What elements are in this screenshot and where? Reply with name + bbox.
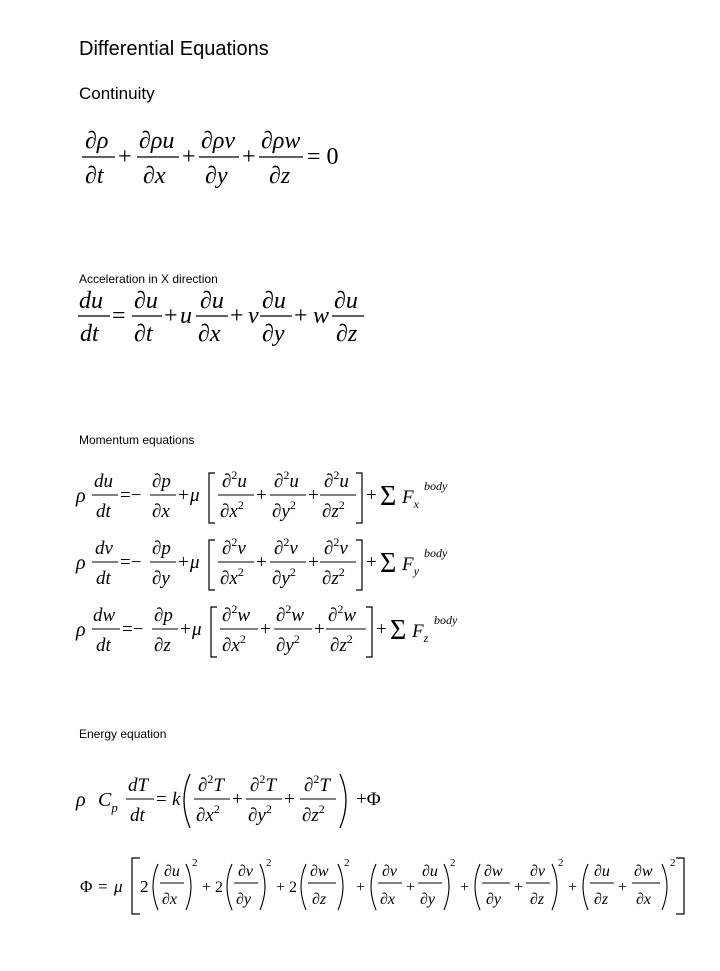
svg-text:∂2w: ∂$^2$w (328, 602, 357, 626)
svg-text:2: 2 (344, 857, 350, 869)
svg-text:∂w: ∂w (484, 863, 503, 880)
svg-text:2: 2 (558, 857, 564, 869)
dissipation-equation (78, 854, 718, 918)
svg-text:∂y: ∂y (486, 891, 502, 908)
svg-text:dt: dt (96, 568, 111, 589)
svg-text:+Φ: +Φ (356, 789, 381, 810)
svg-text:+: + (308, 552, 319, 573)
svg-text:+: + (256, 552, 267, 573)
svg-text:+: + (230, 303, 244, 329)
svg-text:∂x: ∂x (162, 891, 178, 908)
svg-text:+: + (356, 879, 366, 896)
svg-text:∂y: ∂y (152, 568, 170, 589)
svg-text:Cp: $C_p$ (98, 789, 118, 815)
svg-text:∂v: ∂v (382, 863, 398, 880)
svg-text:∂z2: $\partial z^2$ (302, 802, 325, 826)
svg-text:∂u: ∂u (200, 288, 224, 314)
svg-text:∂x: ∂x (198, 321, 221, 347)
svg-text:μ: μ (192, 619, 202, 640)
svg-text:∂2T: ∂$^2$T (198, 772, 224, 796)
svg-text:∂x: ∂x (380, 891, 396, 908)
svg-text:=−: =− (122, 619, 144, 640)
svg-text:∂2v: ∂$^2$v (324, 535, 348, 559)
svg-text:∂z: ∂z (336, 321, 358, 347)
svg-text:=: = (156, 789, 167, 810)
svg-text:∂y2: $\partial y^2$ (276, 632, 300, 656)
svg-text:dt: dt (130, 805, 145, 826)
momentum-x-equation (74, 465, 474, 527)
svg-text:∂w: ∂w (310, 863, 329, 880)
svg-text:∂x: ∂x (636, 891, 652, 908)
svg-text:+: + (164, 303, 178, 329)
svg-text:=−: =− (120, 552, 142, 573)
svg-text:∂2T: ∂$^2$T (304, 772, 330, 796)
svg-text:∂x2: $\partial x^2$ (220, 498, 244, 522)
svg-text:∂ρ: ∂ρ (85, 128, 109, 154)
svg-text:∂t: ∂t (134, 321, 153, 347)
svg-text:du: du (94, 471, 113, 492)
svg-text:∂ρv: ∂ρv (201, 128, 236, 154)
svg-text:∂2u: ∂$^2$u (222, 468, 247, 492)
svg-text:∂y: ∂y (420, 891, 436, 908)
svg-text:+: + (618, 879, 628, 896)
svg-text:∂u: ∂u (164, 863, 180, 880)
svg-text:+: + (366, 485, 377, 506)
svg-text:∂z2: $\partial z^2$ (330, 632, 353, 656)
svg-text:Φ: Φ (80, 877, 93, 896)
svg-text:∂z: ∂z (312, 891, 327, 908)
svg-text:∂ρu: ∂ρu (139, 128, 175, 154)
svg-text:∂u: ∂u (422, 863, 438, 880)
svg-text:u: u (180, 303, 192, 329)
svg-text:∂2v: ∂$^2$v (274, 535, 298, 559)
svg-text:body: body (424, 546, 448, 560)
svg-text:∂x2: $\partial x^2$ (196, 802, 220, 826)
svg-text:dT: dT (128, 775, 149, 796)
svg-text:2: 2 (140, 877, 149, 896)
svg-text:∂x: ∂x (143, 163, 166, 189)
svg-text:∂2T: ∂$^2$T (250, 772, 276, 796)
svg-text:∂p: ∂p (154, 605, 173, 626)
svg-text:dt: dt (96, 501, 111, 522)
svg-text:∂ρw: ∂ρw (261, 128, 301, 154)
svg-text:+: + (366, 552, 377, 573)
svg-text:+: + (178, 552, 189, 573)
svg-text:+: + (406, 879, 416, 896)
svg-text:2: 2 (192, 857, 198, 869)
svg-text:+: + (514, 879, 524, 896)
svg-text:∂p: ∂p (152, 538, 171, 559)
continuity-equation (79, 120, 359, 190)
svg-text:∂x2: $\partial x^2$ (222, 632, 246, 656)
svg-text:2: 2 (450, 857, 456, 869)
svg-text:∂y: ∂y (236, 891, 252, 908)
svg-text:∂w: ∂w (634, 863, 653, 880)
svg-text:Fz: $F_z$ (412, 621, 429, 645)
svg-text:Σ: Σ (390, 615, 407, 646)
svg-text:+: + (118, 144, 132, 170)
svg-text:2: 2 (670, 857, 676, 869)
svg-text:μ: μ (190, 485, 200, 506)
svg-text:∂2v: ∂$^2$v (222, 535, 246, 559)
svg-text:+: + (284, 789, 295, 810)
svg-text:+: + (260, 619, 271, 640)
svg-text:∂y: ∂y (205, 163, 228, 189)
svg-text:+: + (242, 144, 256, 170)
svg-text:ρ: ρ (76, 789, 86, 811)
svg-text:+: + (314, 619, 325, 640)
energy-heading: Energy equation (79, 727, 167, 741)
svg-text:=−: =− (120, 485, 142, 506)
svg-text:v: v (248, 303, 259, 329)
svg-text:body: body (424, 479, 448, 493)
svg-text:∂v: ∂v (530, 863, 546, 880)
svg-text:∂y2: $\partial y^2$ (272, 565, 296, 589)
svg-text:+: + (180, 619, 191, 640)
svg-text:= 0: = 0 (307, 144, 339, 170)
svg-text:∂p: ∂p (152, 471, 171, 492)
svg-text:∂z: ∂z (154, 635, 171, 656)
svg-text:dt: dt (96, 635, 111, 656)
svg-text:du: du (79, 288, 103, 314)
svg-text:+: + (256, 485, 267, 506)
momentum-y-equation (74, 532, 474, 594)
svg-text:body: body (434, 613, 458, 627)
svg-text:+: + (376, 619, 387, 640)
svg-text:∂z: ∂z (530, 891, 545, 908)
svg-text:+ 2: + 2 (202, 879, 224, 896)
svg-text:∂z: ∂z (269, 163, 291, 189)
svg-text:∂z2: $\partial z^2$ (322, 498, 345, 522)
svg-text:=: = (98, 877, 108, 896)
acceleration-heading: Acceleration in X direction (79, 272, 218, 286)
svg-text:ρ: ρ (76, 485, 86, 507)
svg-text:μ: μ (114, 877, 123, 896)
svg-text:∂2w: ∂$^2$w (222, 602, 251, 626)
svg-text:ρ: ρ (76, 619, 86, 641)
svg-text:∂u: ∂u (134, 288, 158, 314)
svg-text:k: k (172, 789, 181, 810)
svg-text:+: + (568, 879, 578, 896)
svg-text:=: = (112, 303, 126, 329)
energy-equation (74, 768, 404, 834)
svg-text:Σ: Σ (380, 481, 397, 512)
svg-text:dt: dt (80, 321, 99, 347)
momentum-z-equation (74, 599, 474, 661)
svg-text:Σ: Σ (380, 548, 397, 579)
svg-text:∂y: ∂y (262, 321, 285, 347)
svg-text:+: + (178, 485, 189, 506)
page-title: Differential Equations (79, 38, 269, 60)
svg-text:∂z2: $\partial z^2$ (322, 565, 345, 589)
svg-text:+: + (294, 303, 308, 329)
svg-text:∂x2: $\partial x^2$ (220, 565, 244, 589)
svg-text:w: w (313, 303, 330, 329)
acceleration-equation (76, 286, 376, 352)
svg-text:+: + (460, 879, 470, 896)
svg-text:∂u: ∂u (334, 288, 358, 314)
svg-text:+ 2: + 2 (276, 879, 298, 896)
svg-text:+: + (182, 144, 196, 170)
svg-text:Fx: $F_x$ (402, 487, 419, 511)
svg-text:+: + (232, 789, 243, 810)
momentum-heading: Momentum equations (79, 433, 195, 447)
svg-text:∂z: ∂z (594, 891, 609, 908)
svg-text:∂2u: ∂$^2$u (274, 468, 299, 492)
svg-text:∂t: ∂t (85, 163, 104, 189)
svg-text:∂y2: $\partial y^2$ (272, 498, 296, 522)
svg-text:+: + (308, 485, 319, 506)
svg-text:∂u: ∂u (594, 863, 610, 880)
svg-text:∂v: ∂v (238, 863, 254, 880)
svg-text:μ: μ (190, 552, 200, 573)
svg-text:∂y2: $\partial y^2$ (248, 802, 272, 826)
svg-text:∂x: ∂x (152, 501, 170, 522)
svg-text:Fy: $F_y$ (402, 554, 419, 578)
svg-text:dv: dv (95, 538, 113, 559)
svg-text:dw: dw (93, 605, 116, 626)
svg-text:2: 2 (266, 857, 272, 869)
svg-text:∂2u: ∂$^2$u (324, 468, 349, 492)
continuity-heading: Continuity (79, 84, 155, 103)
svg-text:∂u: ∂u (262, 288, 286, 314)
svg-text:∂2w: ∂$^2$w (276, 602, 305, 626)
svg-text:ρ: ρ (76, 552, 86, 574)
